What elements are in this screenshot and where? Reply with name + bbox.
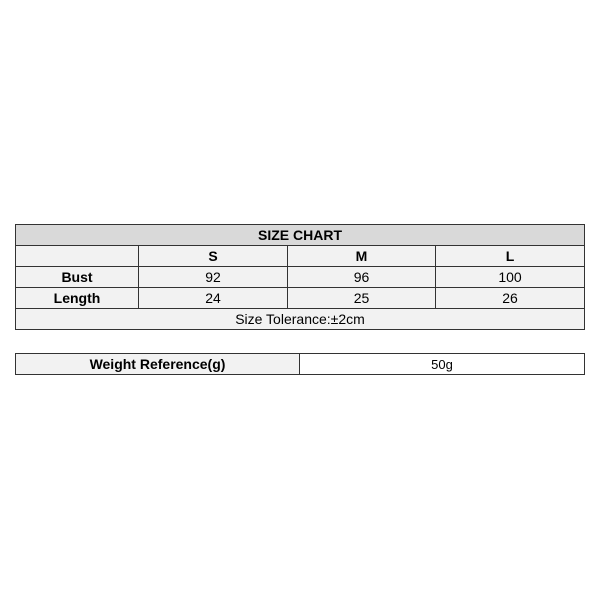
size-chart-table xyxy=(15,224,585,330)
weight-reference-label: Weight Reference(g) xyxy=(16,354,300,375)
length-s-cell: 24 xyxy=(139,288,288,309)
tolerance-row xyxy=(16,309,585,330)
weight-reference-value: 50g xyxy=(300,354,585,375)
row-label-bust: Bust xyxy=(16,267,139,288)
size-chart-title-row xyxy=(16,225,585,246)
size-header-l: L xyxy=(436,246,585,267)
weight-row xyxy=(16,354,585,375)
length-l-cell: 26 xyxy=(436,288,585,309)
weight-reference-table xyxy=(15,353,585,375)
size-header-s: S xyxy=(139,246,288,267)
bust-l-cell: 100 xyxy=(436,267,585,288)
size-chart-title: SIZE CHART xyxy=(16,225,585,246)
table-row-bust xyxy=(16,267,585,288)
bust-s-cell: 92 xyxy=(139,267,288,288)
length-m-cell: 25 xyxy=(288,288,436,309)
size-header-row xyxy=(16,246,585,267)
row-label-length: Length xyxy=(16,288,139,309)
table-row-length xyxy=(16,288,585,309)
header-blank-cell xyxy=(16,246,139,267)
size-header-m: M xyxy=(288,246,436,267)
size-tolerance-note: Size Tolerance:±2cm xyxy=(16,309,585,330)
bust-m-cell: 96 xyxy=(288,267,436,288)
